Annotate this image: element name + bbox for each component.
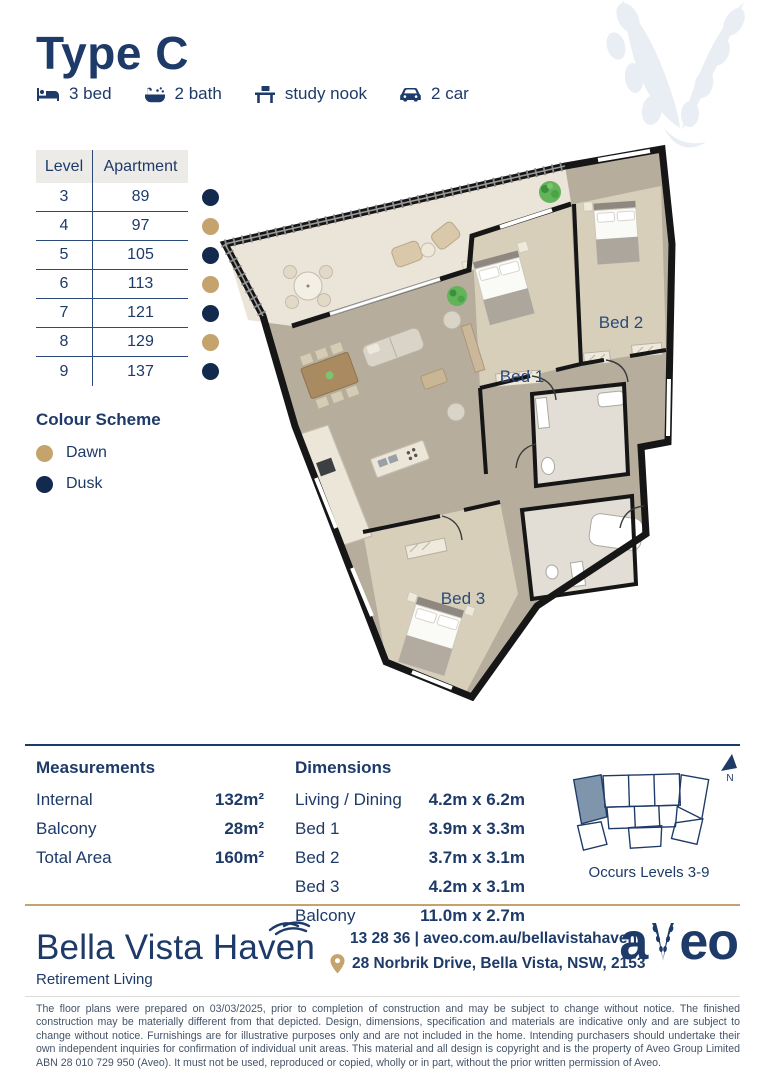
phone-web: 13 28 36 | aveo.com.au/bellavistahaven — [350, 930, 637, 947]
address-text: 28 Norbrik Drive, Bella Vista, NSW, 2153 — [352, 955, 646, 972]
spec-car — [399, 84, 469, 104]
page-title: Type C — [36, 27, 189, 79]
aveo-leaf-watermark — [594, 0, 764, 152]
dimension-row — [295, 848, 525, 868]
aveo-logo — [619, 913, 738, 971]
column-header-apartment: Apartment — [103, 157, 178, 175]
level-cell: 9 — [36, 357, 93, 386]
bed2-label: Bed 2 — [598, 313, 644, 332]
level-cell: 5 — [36, 241, 93, 269]
key-plan-map — [556, 768, 742, 858]
key-plan — [556, 768, 742, 881]
aveo-logo-eo: eo — [679, 913, 738, 971]
floor-plan — [200, 143, 698, 723]
dawn-dot — [36, 445, 53, 462]
measurement-label: Internal — [36, 790, 93, 809]
dimension-value: 4.2m x 6.2m — [428, 790, 525, 809]
disclaimer-divider — [25, 996, 740, 997]
spec-bath — [144, 84, 222, 104]
measurement-value: 28m² — [224, 819, 264, 838]
dawn-label: Dawn — [66, 444, 107, 461]
apartment-cell: 97 — [131, 217, 150, 234]
legend-item-dusk — [36, 475, 161, 493]
brand-name: Bella Vista Haven — [36, 928, 316, 967]
plant — [447, 286, 467, 306]
apartment-cell: 121 — [127, 304, 154, 321]
apartment-cell: 105 — [127, 246, 154, 263]
level-cell: 6 — [36, 270, 93, 298]
dimension-row — [295, 906, 525, 926]
measurements-title: Measurements — [36, 758, 156, 777]
bed3-label: Bed 3 — [440, 589, 486, 608]
location-pin-icon — [330, 954, 345, 974]
footer-divider — [25, 904, 740, 906]
apartment-cell: 137 — [127, 362, 154, 380]
aveo-logo-a: a — [619, 913, 648, 971]
key-plan-caption: Occurs Levels 3-9 — [588, 864, 710, 881]
level-cell: 8 — [36, 328, 93, 356]
apartment-cell: 113 — [127, 275, 154, 292]
car-icon — [399, 86, 422, 102]
wave-logo-icon — [264, 918, 312, 938]
dusk-dot — [36, 476, 53, 493]
dimension-value: 3.9m x 3.3m — [428, 819, 525, 838]
measurement-row — [36, 790, 264, 810]
level-cell: 7 — [36, 299, 93, 327]
measurement-label: Total Area — [36, 848, 112, 867]
measurement-value: 160m² — [214, 848, 264, 867]
dimension-row — [295, 877, 525, 897]
dimension-row — [295, 790, 525, 810]
measurement-value: 132m² — [214, 790, 264, 809]
colour-scheme-title: Colour Scheme — [36, 410, 161, 429]
north-label: N — [726, 773, 734, 782]
address-line — [330, 954, 646, 974]
contact-block — [330, 930, 646, 974]
brand-tagline: Retirement Living — [36, 971, 153, 988]
dusk-label: Dusk — [66, 475, 103, 492]
measurement-row — [36, 819, 264, 839]
colour-scheme-legend — [36, 410, 161, 506]
spec-bed — [36, 84, 112, 104]
apartment-cell: 129 — [127, 333, 154, 350]
section-divider — [25, 744, 740, 746]
dimension-value: 3.7m x 3.1m — [428, 848, 525, 867]
dimension-label: Bed 3 — [295, 877, 340, 896]
desk-icon — [254, 86, 276, 103]
dimension-label: Bed 2 — [295, 848, 340, 867]
spec-car-label: 2 car — [431, 84, 469, 103]
dimension-label: Living / Dining — [295, 790, 402, 809]
dimension-value: 11.0m x 2.7m — [420, 906, 525, 925]
spec-bath-label: 2 bath — [174, 84, 222, 103]
bath-icon — [144, 86, 166, 103]
brand-block — [36, 928, 315, 988]
spec-study — [254, 84, 367, 104]
column-header-level: Level — [36, 150, 93, 183]
dimension-label: Bed 1 — [295, 819, 340, 838]
plant — [539, 181, 561, 203]
dimension-row — [295, 819, 525, 839]
spec-study-label: study nook — [284, 84, 368, 103]
dimension-value: 4.2m x 3.1m — [428, 877, 525, 896]
spec-bed-label: 3 bed — [69, 84, 112, 103]
bed-icon — [36, 86, 60, 103]
bed1-label: Bed 1 — [499, 367, 545, 386]
dimensions-block — [295, 758, 525, 935]
legend-item-dawn — [36, 444, 161, 462]
disclaimer-text: The floor plans were prepared on 03/03/2025, prior to completion of construction and may be subject to change without notice. The finished construction may be materially different from that depicted. Design, dimensions, specification and materials are indicative only and are subject to change without notice. Furnishings are for illustrative purposes only and are not included in the home. Intending purchasers should undertake their own independent inquiries for confirmation of individual unit areas. This material and all design is copyright and is the property of Aveo Group Limited ABN 28 010 729 950 (Aveo). It must not be used, reproduced or copied, wholly or in part, without the prior written permission of Aveo. — [36, 1003, 740, 1069]
apartment-cell: 89 — [131, 188, 150, 205]
level-cell: 4 — [36, 212, 93, 240]
dimension-label: Balcony — [295, 906, 356, 925]
spec-row — [36, 84, 469, 104]
dimensions-title: Dimensions — [295, 758, 392, 777]
measurements-block — [36, 758, 264, 877]
measurement-label: Balcony — [36, 819, 97, 838]
aveo-leaf-v-icon — [648, 921, 678, 963]
measurement-row — [36, 848, 264, 868]
level-cell: 3 — [36, 183, 93, 211]
